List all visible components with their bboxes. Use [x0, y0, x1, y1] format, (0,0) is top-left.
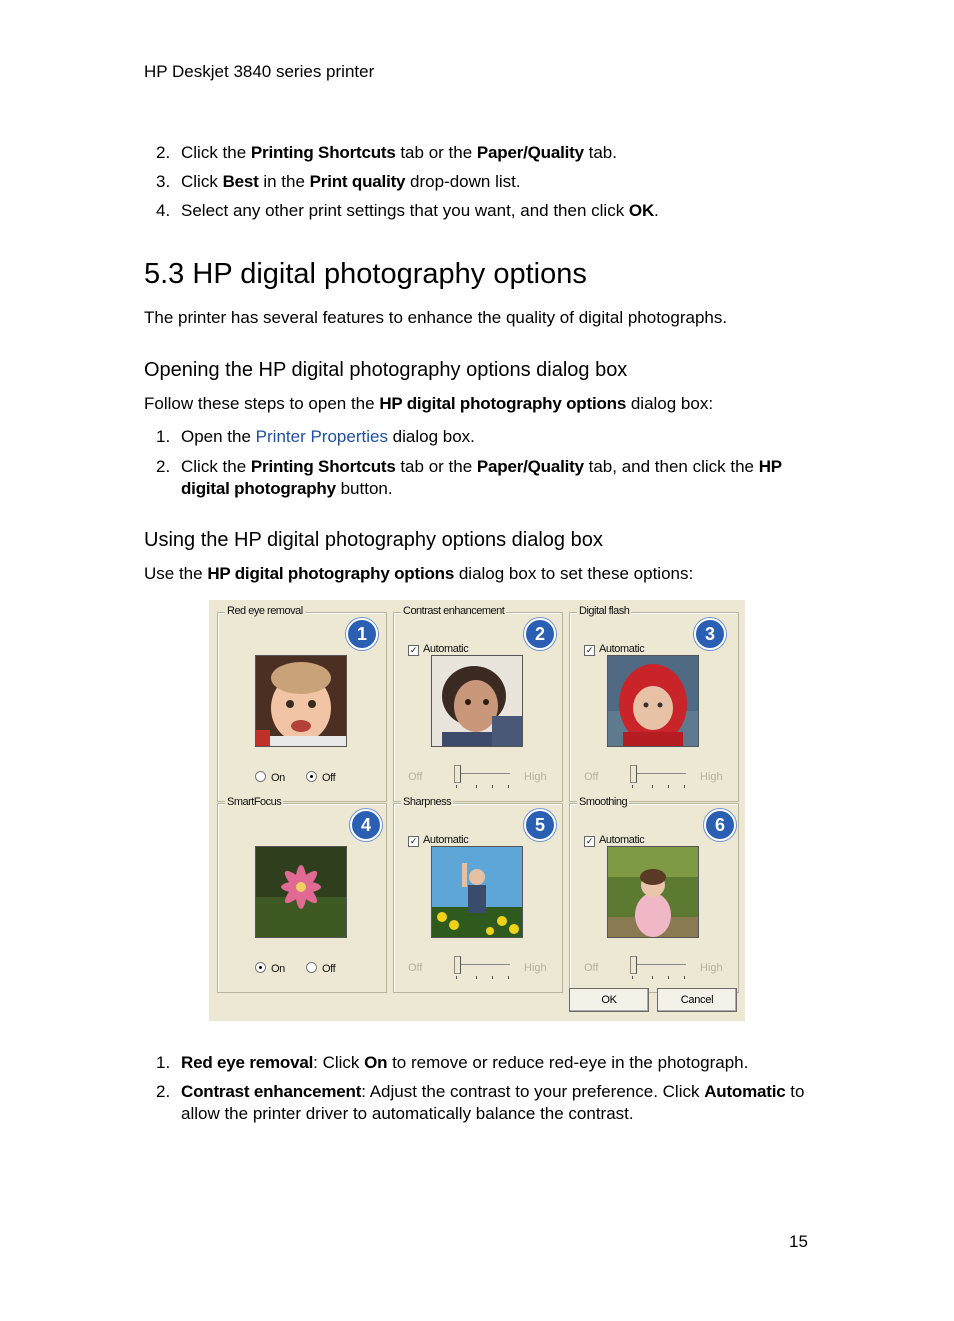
- contrast-slider[interactable]: [454, 763, 514, 791]
- group-smoothing: Smoothing 6 ✓ Automatic Off High: [569, 803, 739, 993]
- group-sharpness: Sharpness 5 ✓ Automatic Off High: [393, 803, 563, 993]
- red-eye-on-radio[interactable]: On: [255, 771, 285, 784]
- badge-1-icon: 1: [346, 618, 378, 650]
- child-photo-icon: [431, 655, 523, 747]
- list-item: 1. Red eye removal: Click On to remove or reduce red-eye in the photograph.: [156, 1053, 749, 1072]
- baby-photo-icon: [255, 655, 347, 747]
- hooded-child-photo-icon: [607, 655, 699, 747]
- red-eye-off-radio[interactable]: Off: [306, 771, 335, 784]
- section-intro: The printer has several features to enhance the quality of digital photographs.: [144, 308, 728, 327]
- page-number: 15: [789, 1232, 808, 1251]
- list-item: 1. Open the Printer Properties dialog box.: [156, 427, 475, 446]
- running-header: HP Deskjet 3840 series printer: [144, 62, 375, 81]
- group-red-eye-removal: Red eye removal 1 On Off: [217, 612, 387, 802]
- group-smartfocus: SmartFocus 4 On Off: [217, 803, 387, 993]
- printer-properties-link[interactable]: Printer Properties: [255, 427, 388, 446]
- girl-in-garden-photo-icon: [607, 846, 699, 938]
- contrast-automatic-checkbox[interactable]: ✓ Automatic: [409, 643, 469, 655]
- flower-photo-icon: [255, 846, 347, 938]
- smoothing-slider[interactable]: [630, 954, 690, 982]
- child-on-flowers-photo-icon: [431, 846, 523, 938]
- list-item: 2. Click the Printing Shortcuts tab or the Paper/Quality tab.: [156, 143, 617, 162]
- steps-list-a: [144, 142, 659, 222]
- sharpness-automatic-checkbox[interactable]: ✓ Automatic: [409, 834, 469, 846]
- flash-slider[interactable]: [630, 763, 690, 791]
- steps-list-options: [144, 1052, 814, 1125]
- section-heading: 5.3 HP digital photography options: [144, 258, 587, 290]
- slider-thumb[interactable]: [454, 956, 461, 974]
- slider-thumb[interactable]: [630, 765, 637, 783]
- list-item: 3. Click Best in the Print quality drop-down list.: [156, 172, 521, 191]
- cancel-button[interactable]: Cancel: [657, 988, 737, 1012]
- smoothing-automatic-checkbox[interactable]: ✓ Automatic: [585, 834, 645, 846]
- smartfocus-off-radio[interactable]: Off: [306, 962, 335, 975]
- sharpness-slider[interactable]: [454, 954, 514, 982]
- slider-thumb[interactable]: [454, 765, 461, 783]
- badge-4-icon: 4: [350, 809, 382, 841]
- smartfocus-on-radio[interactable]: On: [255, 962, 285, 975]
- badge-3-icon: 3: [694, 618, 726, 650]
- steps-list-open: [144, 426, 814, 500]
- subsection-intro-opening: Follow these steps to open the HP digital photography options dialog box:: [144, 394, 714, 413]
- subsection-heading-opening: Opening the HP digital photography options dialog box: [144, 359, 628, 381]
- group-digital-flash: Digital flash 3 ✓ Automatic Off High: [569, 612, 739, 802]
- list-item: 2. Contrast enhancement: Adjust the contrast to your preference. Click Automatic to allow the printer driver to automatically balance the contrast.: [156, 1082, 805, 1123]
- badge-2-icon: 2: [524, 618, 556, 650]
- slider-thumb[interactable]: [630, 956, 637, 974]
- badge-6-icon: 6: [704, 809, 736, 841]
- group-contrast-enhancement: Contrast enhancement 2 ✓ Automatic Off High: [393, 612, 563, 802]
- subsection-heading-using: Using the HP digital photography options dialog box: [144, 529, 603, 551]
- list-item: 4. Select any other print settings that you want, and then click OK.: [156, 201, 659, 220]
- flash-automatic-checkbox[interactable]: ✓ Automatic: [585, 643, 645, 655]
- subsection-intro-using: Use the HP digital photography options dialog box to set these options:: [144, 564, 694, 583]
- badge-5-icon: 5: [524, 809, 556, 841]
- list-item: 2. Click the Printing Shortcuts tab or the Paper/Quality tab, and then click the HP digital photography button.: [156, 457, 782, 498]
- ok-button[interactable]: OK: [569, 988, 649, 1012]
